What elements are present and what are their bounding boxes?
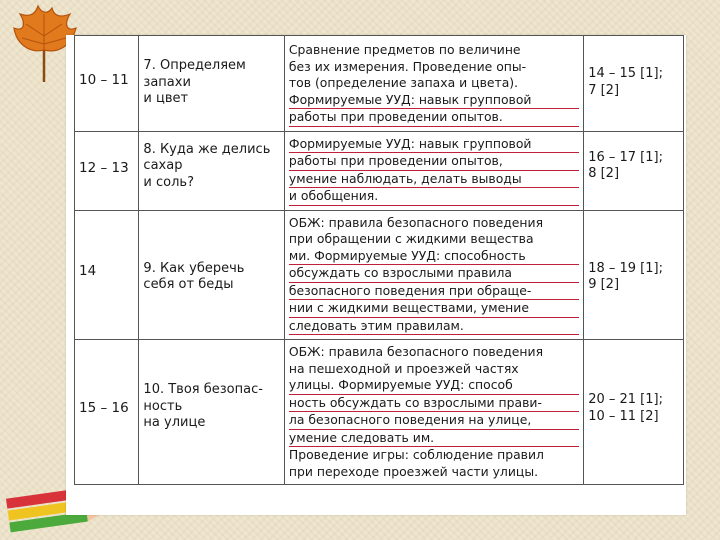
hours-text: 12 – 13 — [79, 159, 129, 176]
pages-text: 20 – 21 [1]; 10 – 11 [2] — [588, 392, 663, 424]
description-line: без их измерения. Проведение опы- — [288, 58, 527, 74]
pages-cell — [584, 131, 684, 210]
topic-text: 10. Твоя безопас- ность на улице — [143, 382, 263, 430]
topic-text: 7. Определяем запахи и цвет — [143, 58, 246, 106]
underlined-description-line: и обобщения. — [289, 188, 579, 206]
underlined-description-line: ность обсуждать со взрослыми прави- — [289, 395, 579, 413]
pages-cell — [584, 210, 684, 340]
underlined-description-line: нии с жидкими веществами, умение — [289, 300, 579, 318]
underlined-description-line: работы при проведении опытов. — [289, 109, 579, 127]
underlined-description-line: Формируемые УУД: навык групповой — [289, 92, 579, 110]
underlined-description-line: обсуждать со взрослыми правила — [289, 265, 579, 283]
underlined-description-line: ми. Формируемые УУД: способность — [289, 248, 579, 266]
hours-cell — [75, 340, 139, 485]
underlined-description-line: умение наблюдать, делать выводы — [289, 171, 579, 189]
underlined-description-line: ла безопасного поведения на улице, — [289, 412, 579, 430]
topic-cell — [139, 36, 284, 132]
underlined-description-line: следовать этим правилам. — [289, 318, 579, 336]
hours-text: 15 – 16 — [79, 400, 129, 416]
pages-cell — [584, 36, 684, 132]
pages-cell — [584, 340, 684, 485]
pages-text: 14 – 15 [1]; 7 [2] — [588, 66, 663, 98]
underlined-description-line: работы при проведении опытов, — [289, 153, 579, 171]
lesson-plan-table — [74, 35, 684, 485]
description-line: Проведение игры: соблюдение правил — [288, 447, 544, 462]
table-row — [75, 210, 684, 340]
description-line: ОБЖ: правила безопасного поведения — [288, 214, 544, 230]
topic-cell — [139, 210, 284, 340]
hours-cell — [75, 131, 139, 210]
underlined-description-line: улицы. Формируемые УУД: способ — [289, 377, 579, 395]
topic-text: 9. Как уберечь себя от беды — [143, 260, 245, 292]
description-cell — [284, 131, 583, 210]
document-sheet — [66, 35, 686, 515]
description-line: Сравнение предметов по величине — [288, 42, 521, 57]
hours-cell — [75, 36, 139, 132]
hours-text: 10 – 11 — [79, 72, 129, 88]
description-line: при обращении с жидкими вещества — [288, 231, 534, 246]
hours-cell — [75, 210, 139, 340]
description-line: на пешеходной и проезжей частях — [288, 360, 519, 376]
topic-cell — [139, 340, 284, 485]
underlined-description-line: Формируемые УУД: навык групповой — [289, 136, 579, 154]
description-cell — [284, 210, 583, 340]
pages-text: 16 – 17 [1]; 8 [2] — [588, 149, 663, 181]
pages-text: 18 – 19 [1]; 9 [2] — [588, 260, 663, 292]
description-line: при переходе проезжей части улицы. — [288, 463, 539, 479]
topic-cell — [139, 131, 284, 210]
description-cell — [284, 36, 583, 132]
underlined-description-line: безопасного поведения при обраще- — [289, 283, 579, 301]
table-row — [75, 36, 684, 132]
description-cell — [284, 340, 583, 485]
hours-text: 14 — [79, 262, 97, 279]
table-row — [75, 131, 684, 210]
table-row — [75, 340, 684, 485]
topic-text: 8. Куда же делись сахар и соль? — [143, 141, 271, 190]
underlined-description-line: умение следовать им. — [289, 430, 579, 448]
description-line: тов (определение запаха и цвета). — [288, 75, 519, 90]
description-line: ОБЖ: правила безопасного поведения — [288, 344, 544, 359]
